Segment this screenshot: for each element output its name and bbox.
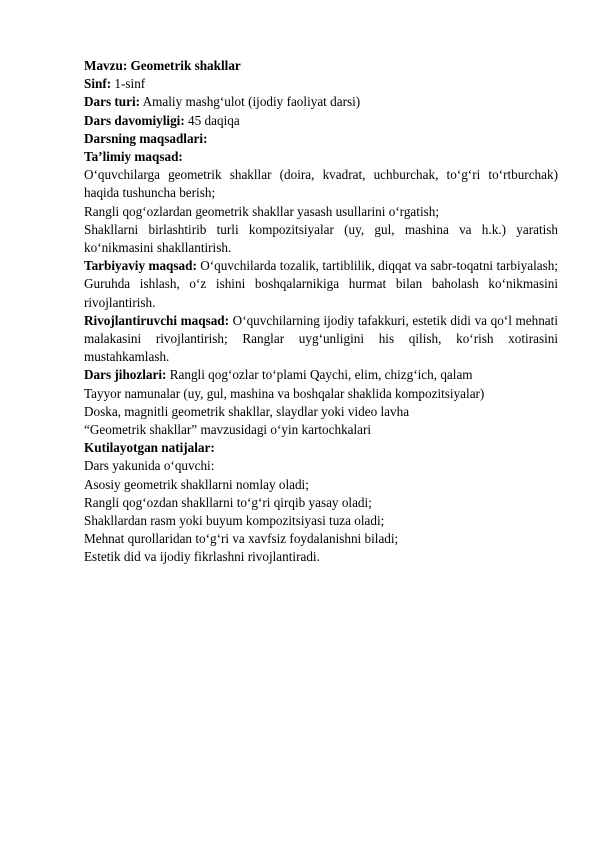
upbringing-goal-paragraph [84, 257, 558, 312]
expected-result-item: Asosiy geometrik shakllarni nomlay oladi; [84, 476, 309, 492]
document-page [84, 57, 558, 567]
expected-result-item: Dars yakunida o‘quvchi: [84, 458, 215, 474]
duration-label: Dars davomiyligi: [84, 112, 185, 128]
developmental-goal-paragraph [84, 312, 558, 367]
equipment-item: Tayyor namunalar (uy, gul, mashina va boshqalar shaklida kompozitsiyalar) [84, 385, 485, 401]
educational-goal-item: O‘quvchilarga geometrik shakllar (doira, kvadrat, uchburchak, to‘g‘ri to‘rtburchak) haqida tushuncha berish; [84, 167, 558, 201]
educational-goal-item: Shakllarni birlashtirib turli kompozitsiyalar (uy, gul, mashina va h.k.) yaratish ko‘nikmasini shakllantirish. [84, 221, 558, 256]
lesson-type-value: Amaliy mashg‘ulot (ijodiy faoliyat darsi) [140, 94, 361, 110]
duration-line [84, 112, 558, 130]
developmental-goal-text: O‘quvchilarning ijodiy tafakkuri, estetik didi va qo‘l mehnati malakasini rivojlantirish; Ranglar uyg‘unligini his qilish, ko‘rish xotirasini mustahkamlash. [84, 312, 558, 365]
expected-result-item: Mehnat qurollaridan to‘g‘ri va xavfsiz foydalanishni biladi; [84, 531, 399, 547]
educational-goal-item: Rangli qog‘ozlardan geometrik shakllar yasash usullarini o‘rgatish; [84, 203, 439, 219]
duration-value: 45 daqiqa [184, 112, 240, 128]
objectives-heading: Darsning maqsadlari: [84, 130, 208, 146]
equipment-item: Doska, magnitli geometrik shakllar, slaydlar yoki video lavha [84, 403, 410, 419]
expected-results-heading: Kutilayotgan natijalar: [84, 440, 215, 456]
lesson-type-label: Dars turi: [84, 94, 141, 110]
educational-goal-heading: Ta’limiy maqsad: [84, 149, 183, 165]
grade-label: Sinf: [84, 76, 112, 92]
expected-result-item: Estetik did va ijodiy fikrlashni rivojlantiradi. [84, 549, 320, 565]
grade-line [84, 75, 558, 93]
equipment-label: Dars jihozlari: [84, 367, 167, 383]
equipment-item: “Geometrik shakllar” mavzusidagi o‘yin kartochkalari [84, 422, 372, 438]
topic-heading: Mavzu: Geometrik shakllar [84, 58, 241, 73]
expected-result-item: Shakllardan rasm yoki buyum kompozitsiyasi tuza oladi; [84, 513, 385, 529]
developmental-goal-label: Rivojlantiruvchi maqsad: [84, 312, 230, 328]
expected-result-item: Rangli qog‘ozdan shakllarni to‘g‘ri qirqib yasay oladi; [84, 494, 372, 510]
lesson-type-line [84, 93, 558, 111]
upbringing-goal-text: O‘quvchilarda tozalik, tartiblilik, diqqat va sabr-toqatni tarbiyalash; Guruhda ishlash, o‘z ishini boshqalarnikiga hurmat bilan baholash ko‘nikmasini rivojlantirish. [84, 258, 558, 310]
equipment-text: Rangli qog‘ozlar to‘plami Qaychi, elim, chizg‘ich, qalam [166, 367, 473, 383]
equipment-line [84, 366, 558, 384]
grade-value: 1-sinf [111, 76, 146, 92]
upbringing-goal-label: Tarbiyaviy maqsad: [84, 258, 197, 274]
